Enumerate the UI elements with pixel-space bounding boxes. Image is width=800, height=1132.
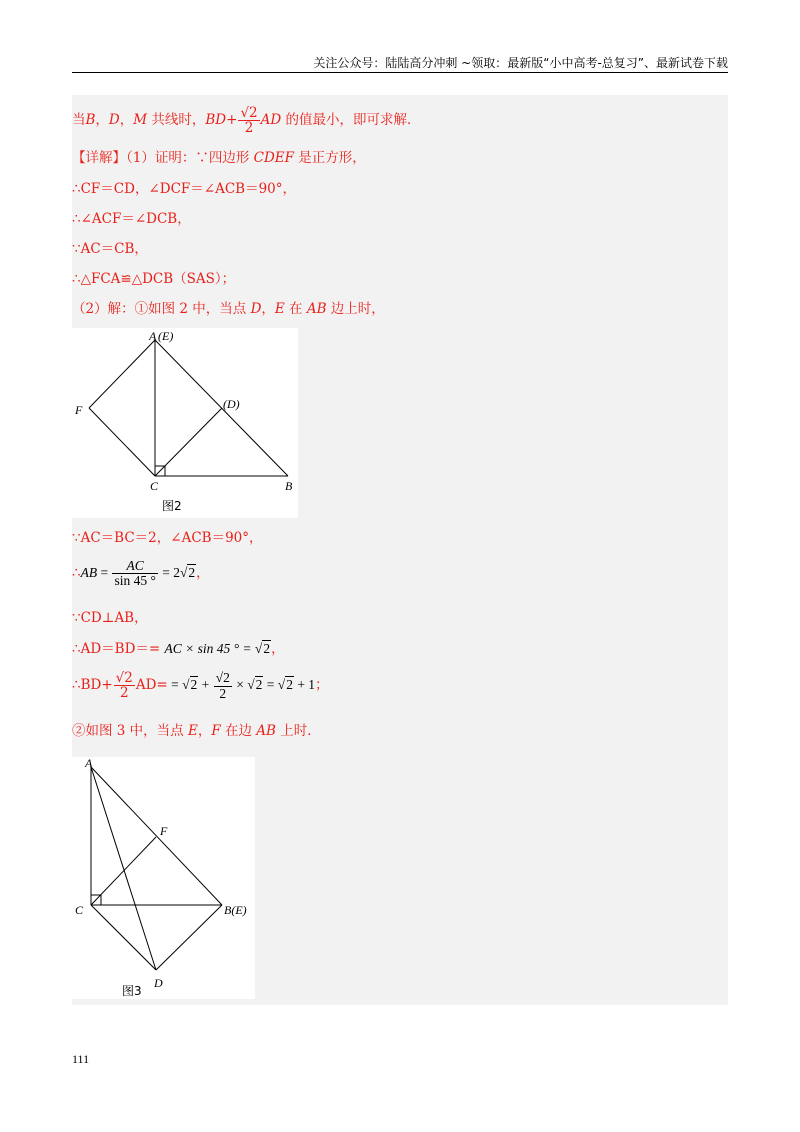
segment-AD [91,767,156,970]
solution-line-4: ∴∠ACF＝∠DCB， [72,211,191,227]
solution-line-3: ∴CF＝CD，∠DCF＝∠ACB＝90°， [72,181,297,197]
solution-line-13: ②如图 3 中，当点 E，F 在边 AB 上时． [72,723,321,739]
label-F: F [160,824,168,838]
solution-line-9: ∴AB = $\frac{AC}{\sin 45 ^\circ}$ = 2√2， [72,558,210,589]
fraction-sqrt2-over-2-b: $\frac{√2}{2}$ [115,670,133,702]
solution-line-7: （2）解：①如图 2 中，当点 D，E 在 AB 边上时， [72,301,385,317]
fraction-ac-over-sin45: $\frac{AC}{\sin 45 ^\circ}$ [114,558,156,589]
figure-2-caption: 图2 [162,499,182,513]
label-A: A [85,757,93,770]
solution-line-8: ∵AC＝BC＝2，∠ACB＝90°， [72,530,263,546]
solution-line-5: ∵AC＝CB， [72,241,148,257]
figure-2 [72,328,298,518]
page-header: 关注公众号：陆陆高分冲刺 ~领取：最新版“小中高考-总复习”、最新试卷下载 [313,56,728,70]
solution-line-2: 【详解】（1）证明：∵四边形 CDEF 是正方形， [72,150,366,166]
label-E: (E) [158,329,174,343]
label-C: C [150,479,159,493]
solution-line-10: ∵CD⊥AB， [72,610,148,626]
solution-line-6: ∴△FCA≌△DCB（SAS）； [72,271,236,287]
label-D: (D) [223,397,240,411]
fraction-sqrt2-over-2: $\frac{√2}{2}$ [240,105,258,137]
figure-3-caption: 图3 [122,984,142,998]
label-B-E: B(E) [224,903,247,917]
figure-3 [72,757,255,999]
segment-BD [156,905,222,970]
label-D: D [154,976,163,990]
segment-CD [91,905,156,970]
segment-AF [89,340,155,408]
segment-FC [89,408,155,476]
label-C: C [75,903,84,917]
fraction-sqrt2-over-2-c: $\frac{√2}{2}$ [215,670,230,701]
label-A: A [149,329,157,343]
solution-line-12: ∴BD+ $\frac{√2}{2}$ AD= = √2 + $\frac{√2}{2}$ × √2 = √2 + 1； [72,670,329,702]
page-number: 111 [72,1052,90,1066]
figure-3-diagram [72,757,255,999]
solution-line-11: ∴AD＝BD＝= AC × sin 45 ° = √2， [72,641,285,657]
figure-2-diagram [72,328,298,518]
label-F: F [75,403,83,417]
header-rule [72,72,728,73]
solution-line-1: 当B，D，M 共线时，BD+ $\frac{√2}{2}$ AD 的值最小，即可求解． [72,105,421,137]
label-B: B [285,479,293,493]
